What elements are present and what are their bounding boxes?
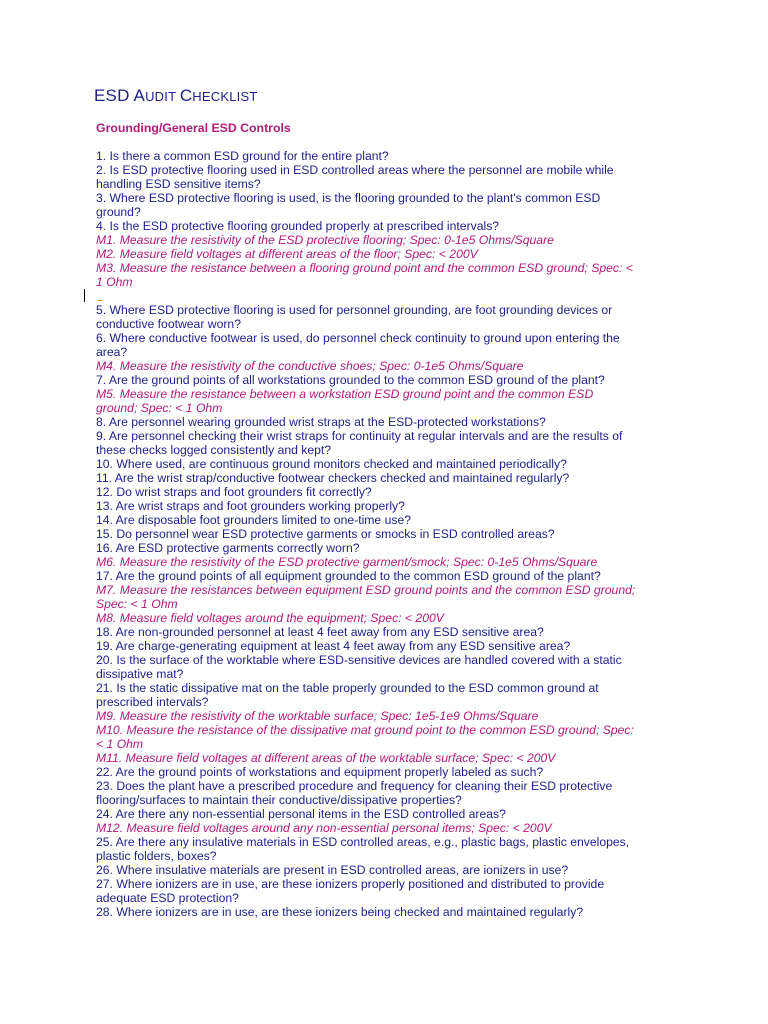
title-part: A [133, 86, 146, 105]
document-title [94, 86, 257, 106]
text-cursor [84, 289, 85, 302]
question-line: conductive footwear worn? [96, 317, 241, 331]
measurement-line: M5. Measure the resistance between a workstation ESD ground point and the common ESD [96, 387, 594, 401]
question-line: 10. Where used, are continuous ground monitors checked and maintained periodically? [96, 457, 567, 471]
question-line: dissipative mat? [96, 667, 184, 681]
question-line: 23. Does the plant have a prescribed procedure and frequency for cleaning their ESD protective [96, 779, 613, 793]
question-line: 14. Are disposable foot grounders limited to one-time use? [96, 513, 412, 527]
question-line: adequate ESD protection? [96, 891, 239, 905]
question-line: 15. Do personnel wear ESD protective garments or smocks in ESD controlled areas? [96, 527, 555, 541]
question-line: handling ESD sensitive items? [96, 177, 261, 191]
question-line: 6. Where conductive footwear is used, do personnel check continuity to ground upon entering the [96, 331, 620, 345]
question-line: 16. Are ESD protective garments correctly worn? [96, 541, 360, 555]
measurement-line: M6. Measure the resistivity of the ESD protective garment/smock; Spec: 0-1e5 Ohms/Square [96, 555, 598, 569]
section-heading: Grounding/General ESD Controls [96, 121, 291, 135]
measurement-line: M4. Measure the resistivity of the conductive shoes; Spec: 0-1e5 Ohms/Square [96, 359, 524, 373]
measurement-line: M12. Measure field voltages around any non-essential personal items; Spec: < 200V [96, 821, 552, 835]
checklist-items [96, 149, 680, 919]
question-line: 26. Where insulative materials are present in ESD controlled areas, are ionizers in use? [96, 863, 569, 877]
question-line: ground? [96, 205, 141, 219]
question-line: 21. Is the static dissipative mat on the table properly grounded to the ESD common ground at [96, 681, 599, 695]
question-line: 4. Is the ESD protective flooring grounded properly at prescribed intervals? [96, 219, 500, 233]
title-part: UDIT [145, 89, 180, 104]
measurement-line: M10. Measure the resistance of the dissipative mat ground point to the common ESD ground; Spec: [96, 723, 634, 737]
question-line: 18. Are non-grounded personnel at least 4 feet away from any ESD sensitive area? [96, 625, 544, 639]
measurement-line: < 1 Ohm [96, 737, 144, 751]
question-line: 19. Are charge-generating equipment at least 4 feet away from any ESD sensitive area? [96, 639, 571, 653]
question-line: 2. Is ESD protective flooring used in ESD controlled areas where the personnel are mobile while [96, 163, 614, 177]
measurement-line: Spec: < 1 Ohm [96, 597, 178, 611]
title-part: ESD [94, 86, 134, 105]
question-line: 8. Are personnel wearing grounded wrist straps at the ESD-protected workstations? [96, 415, 546, 429]
question-line: 17. Are the ground points of all equipment grounded to the common ESD ground of the plant? [96, 569, 601, 583]
title-part: HECKLIST [192, 89, 258, 104]
question-line: 28. Where ionizers are in use, are these ionizers being checked and maintained regularly? [96, 905, 584, 919]
measurement-line: M11. Measure field voltages at different areas of the worktable surface; Spec: < 200V [96, 751, 556, 765]
question-line: 25. Are there any insulative materials in ESD controlled areas, e.g., plastic bags, plastic envelopes, [96, 835, 630, 849]
question-line: these checks logged consistently and kept? [96, 443, 332, 457]
question-line: plastic folders, boxes? [96, 849, 217, 863]
question-line: 5. Where ESD protective flooring is used for personnel grounding, are foot grounding devices or [96, 303, 613, 317]
question-line: 22. Are the ground points of workstations and equipment properly labeled as such? [96, 765, 544, 779]
question-line: 11. Are the wrist strap/conductive footwear checkers checked and maintained regularly? [96, 471, 570, 485]
question-line: prescribed intervals? [96, 695, 209, 709]
measurement-line: M8. Measure field voltages around the equipment; Spec: < 200V [96, 611, 444, 625]
question-line: 12. Do wrist straps and foot grounders fit correctly? [96, 485, 372, 499]
question-line: 24. Are there any non-essential personal items in the ESD controlled areas? [96, 807, 506, 821]
blank-line [96, 289, 680, 303]
measurement-line: M9. Measure the resistivity of the worktable surface; Spec: 1e5-1e9 Ohms/Square [96, 709, 539, 723]
measurement-line: 1 Ohm [96, 275, 133, 289]
measurement-line: M7. Measure the resistances between equipment ESD ground points and the common ESD ground; [96, 583, 636, 597]
question-line: 3. Where ESD protective flooring is used, is the flooring grounded to the plant's common ESD [96, 191, 601, 205]
question-line: 13. Are wrist straps and foot grounders working properly? [96, 499, 405, 513]
question-line: area? [96, 345, 128, 359]
measurement-line: M3. Measure the resistance between a flooring ground point and the common ESD ground; Spec: < [96, 261, 633, 275]
question-line: 27. Where ionizers are in use, are these ionizers properly positioned and distributed to provide [96, 877, 605, 891]
measurement-line: M1. Measure the resistivity of the ESD protective flooring; Spec: 0-1e5 Ohms/Square [96, 233, 554, 247]
title-part: C [179, 86, 193, 105]
question-line: 1. Is there a common ESD ground for the entire plant? [96, 149, 389, 163]
question-line: 9. Are personnel checking their wrist straps for continuity at regular intervals and are the results of [96, 429, 623, 443]
question-line: flooring/surfaces to maintain their conductive/dissipative properties? [96, 793, 462, 807]
measurement-line: M2. Measure field voltages at different areas of the floor; Spec: < 200V [96, 247, 478, 261]
question-line: 7. Are the ground points of all workstations grounded to the common ESD ground of the plant? [96, 373, 605, 387]
measurement-line: ground; Spec: < 1 Ohm [96, 401, 223, 415]
question-line: 20. Is the surface of the worktable where ESD-sensitive devices are handled covered with a static [96, 653, 622, 667]
